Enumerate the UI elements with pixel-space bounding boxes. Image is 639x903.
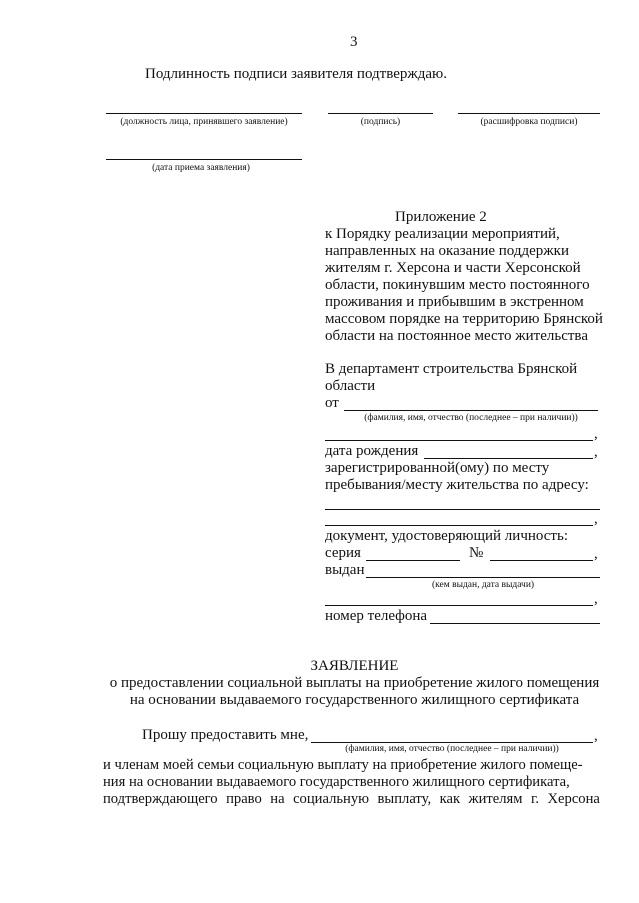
registration-line-2: пребывания/месту жительства по адресу: bbox=[325, 477, 589, 493]
statement-title: ЗАЯВЛЕНИЕ bbox=[310, 658, 399, 674]
addressee-line-2: области bbox=[325, 378, 376, 394]
body-word: г. bbox=[531, 791, 540, 807]
statement-body bbox=[103, 757, 600, 808]
series-label: серия bbox=[325, 545, 361, 561]
appendix-line: направленных на оказание поддержки bbox=[325, 243, 569, 259]
body-word: право bbox=[226, 791, 262, 807]
page-number: 3 bbox=[350, 34, 358, 50]
number-line[interactable] bbox=[490, 560, 593, 561]
applicant-fio-caption: (фамилия, имя, отчество (последнее – при наличии)) bbox=[364, 413, 578, 423]
comma: , bbox=[594, 444, 598, 460]
statement-subtitle-1: о предоставлении социальной выплаты на приобретение жилого помещения bbox=[109, 675, 600, 691]
appendix-line: жителям г. Херсона и части Херсонской bbox=[325, 260, 581, 276]
request-fio-caption: (фамилия, имя, отчество (последнее – при наличии)) bbox=[345, 744, 559, 754]
birth-date-line[interactable] bbox=[424, 458, 593, 459]
comma: , bbox=[594, 728, 598, 744]
appendix-line: к Порядку реализации мероприятий, bbox=[325, 226, 560, 242]
comma: , bbox=[594, 546, 598, 562]
comma: , bbox=[594, 511, 598, 527]
signature-caption: (подпись) bbox=[360, 117, 401, 127]
body-word: жителям bbox=[468, 791, 523, 807]
appendix-line: проживания и прибывшим в экстренном bbox=[325, 294, 584, 310]
address-line-1[interactable] bbox=[325, 509, 600, 510]
issued-caption: (кем выдан, дата выдачи) bbox=[431, 580, 535, 590]
decoding-line bbox=[458, 113, 600, 114]
request-fio-line[interactable] bbox=[311, 742, 593, 743]
body-word: социальную bbox=[293, 791, 370, 807]
appendix-line: области на постоянное место жительства bbox=[325, 328, 588, 344]
issued-line-2[interactable] bbox=[325, 605, 593, 606]
issued-label: выдан bbox=[325, 562, 365, 578]
comma: , bbox=[594, 426, 598, 442]
appendix-line: области, покинувшим место постоянного bbox=[325, 277, 590, 293]
applicant-fio-line-2[interactable] bbox=[325, 440, 593, 441]
body-word: подтверждающего bbox=[103, 791, 218, 807]
issued-line[interactable] bbox=[366, 577, 600, 578]
address-line-2[interactable] bbox=[325, 525, 593, 526]
decoding-caption: (расшифровка подписи) bbox=[480, 117, 578, 127]
registration-line-1: зарегистрированной(ому) по месту bbox=[325, 460, 550, 476]
appendix-title: Приложение 2 bbox=[395, 209, 487, 225]
appendix-line: массовом порядке на территорию Брянской bbox=[325, 311, 603, 327]
statement-subtitle-2: на основании выдаваемого государственного жилищного сертификата bbox=[129, 692, 580, 708]
date-caption: (дата приема заявления) bbox=[152, 163, 250, 173]
position-caption: (должность лица, принявшего заявление) bbox=[120, 117, 288, 127]
number-label: № bbox=[469, 545, 484, 561]
body-word: выплату, bbox=[377, 791, 432, 807]
signature-line bbox=[328, 113, 433, 114]
body-line-text: ния на основании выдаваемого государственного жилищного сертификата, bbox=[103, 774, 570, 790]
body-line bbox=[103, 791, 600, 808]
position-line bbox=[106, 113, 302, 114]
addressee-line-1: В департамент строительства Брянской bbox=[325, 361, 578, 377]
body-word: на bbox=[270, 791, 285, 807]
comma: , bbox=[594, 591, 598, 607]
appendix-text bbox=[325, 226, 603, 345]
phone-label: номер телефона bbox=[325, 608, 428, 624]
body-line bbox=[103, 774, 600, 791]
body-line-text: и членам моей семьи социальную выплату на приобретение жилого помеще- bbox=[103, 757, 583, 773]
body-word: Херсона bbox=[547, 791, 600, 807]
from-label: от bbox=[325, 395, 339, 411]
phone-line[interactable] bbox=[430, 623, 600, 624]
applicant-fio-line[interactable] bbox=[344, 410, 598, 411]
body-word: как bbox=[439, 791, 461, 807]
date-line bbox=[106, 159, 302, 160]
request-text: Прошу предоставить мне, bbox=[142, 727, 309, 743]
identity-doc-label: документ, удостоверяющий личность: bbox=[325, 528, 568, 544]
birth-date-label: дата рождения bbox=[325, 443, 419, 459]
signature-confirmation-text: Подлинность подписи заявителя подтверждаю. bbox=[145, 66, 447, 82]
body-line bbox=[103, 757, 600, 774]
series-line[interactable] bbox=[366, 560, 460, 561]
